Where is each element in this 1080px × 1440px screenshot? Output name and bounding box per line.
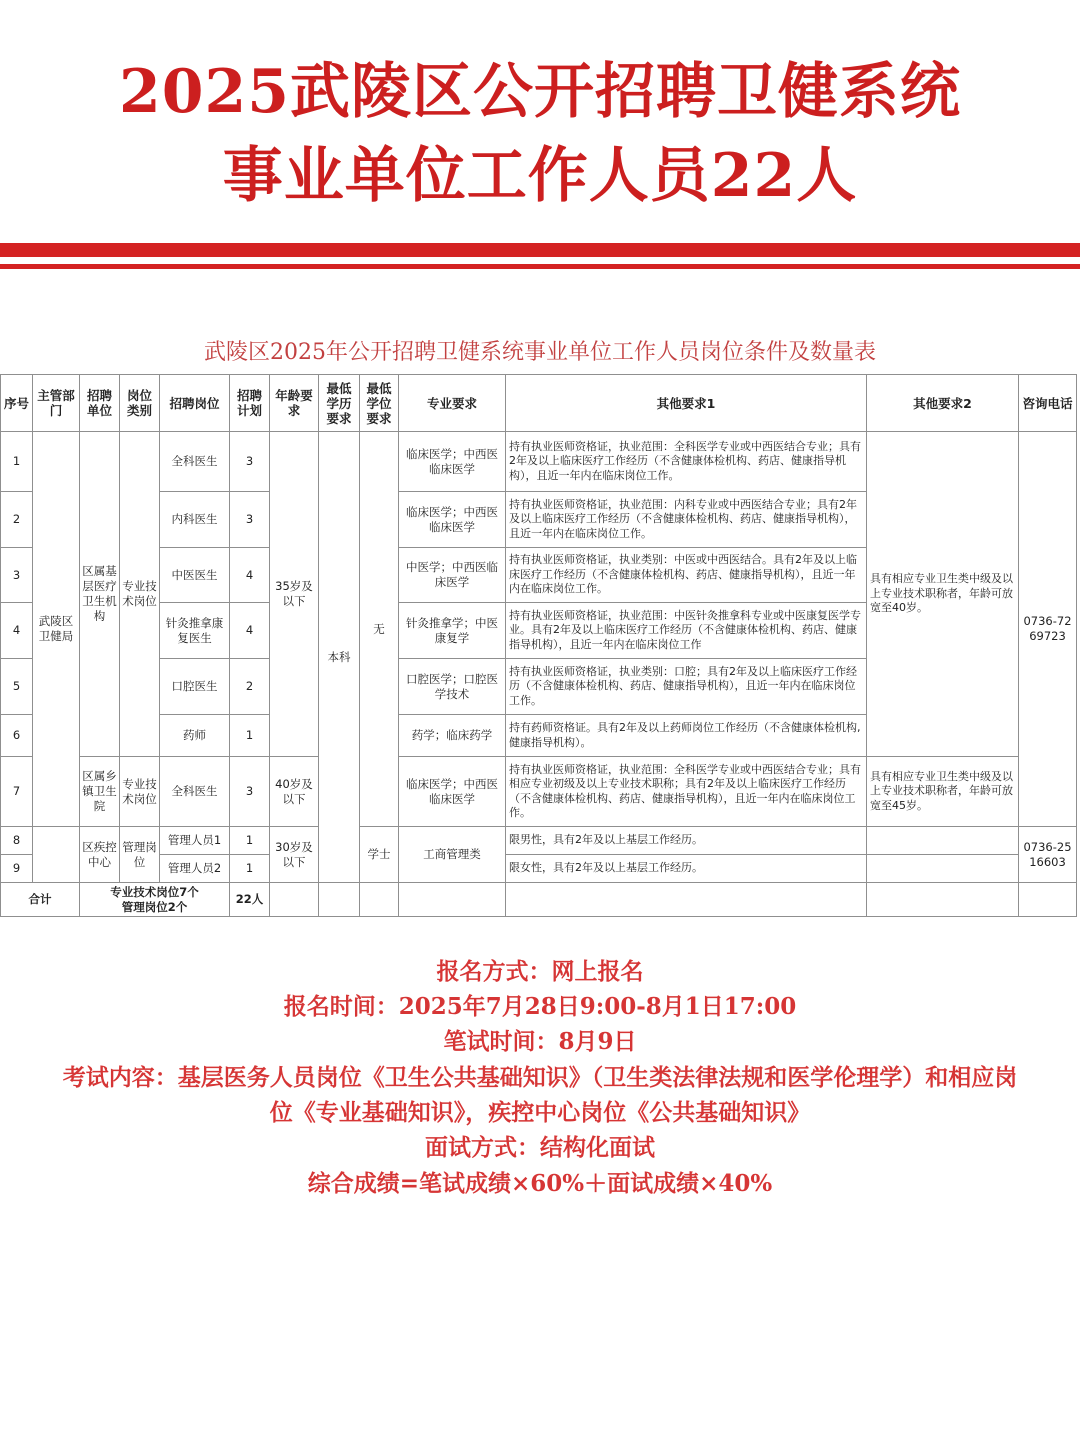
headline-line-2: 事业单位工作人员22人	[222, 141, 858, 211]
cell-phone: 0736-7269723	[1019, 432, 1077, 827]
cell-seq: 2	[1, 492, 33, 548]
cell-seq: 5	[1, 659, 33, 715]
total-empty	[1019, 883, 1077, 917]
exam-time: 笔试时间：8月9日	[443, 1028, 637, 1055]
cell-post: 管理人员2	[160, 855, 230, 883]
cell-major: 药学；临床药学	[399, 715, 506, 757]
cell-post: 管理人员1	[160, 827, 230, 855]
cell-age: 30岁及以下	[270, 827, 319, 883]
registration-time: 报名时间：2025年7月28日9:00-8月1日17:00	[283, 993, 797, 1020]
score-formula: 综合成绩=笔试成绩×60%＋面试成绩×40%	[307, 1170, 773, 1197]
cell-degree: 无	[360, 432, 399, 827]
total-count: 22人	[230, 883, 270, 917]
registration-method: 报名方式：网上报名	[436, 958, 644, 985]
cell-other2	[867, 827, 1019, 855]
cell-major: 口腔医学；口腔医学技术	[399, 659, 506, 715]
cell-dept	[33, 827, 80, 883]
cell-post: 中医医生	[160, 548, 230, 603]
cell-major: 临床医学；中西医临床医学	[399, 757, 506, 827]
cell-dept: 武陵区卫健局	[33, 432, 80, 827]
exam-content-line-1: 考试内容：基层医务人员岗位《卫生公共基础知识》（卫生类法律法规和医学伦理学）和相应岗	[62, 1064, 1018, 1091]
cell-post-type: 专业技术岗位	[120, 757, 160, 827]
cell-plan: 4	[230, 548, 270, 603]
header-phone: 咨询电话	[1019, 375, 1077, 432]
header-age: 年龄要求	[270, 375, 319, 432]
cell-unit: 区属乡镇卫生院	[80, 757, 120, 827]
total-posts-line-2: 管理岗位2个	[121, 899, 188, 914]
header-post: 招聘岗位	[160, 375, 230, 432]
header-other1: 其他要求1	[506, 375, 867, 432]
cell-other2: 具有相应专业卫生类中级及以上专业技术职称者，年龄可放宽至40岁。	[867, 432, 1019, 757]
cell-other1: 持有药师资格证。具有2年及以上药师岗位工作经历（不含健康体检机构,健康指导机构）。	[506, 715, 867, 757]
total-posts	[80, 883, 230, 917]
interview-method: 面试方式：结构化面试	[425, 1134, 655, 1161]
table-row	[1, 432, 1077, 492]
cell-plan: 2	[230, 659, 270, 715]
cell-other1: 限男性，具有2年及以上基层工作经历。	[506, 827, 867, 855]
cell-post-type: 专业技术岗位	[120, 432, 160, 757]
total-empty	[270, 883, 319, 917]
cell-major: 工商管理类	[399, 827, 506, 883]
total-empty	[319, 883, 360, 917]
cell-age: 35岁及以下	[270, 432, 319, 757]
job-conditions-table	[0, 374, 1077, 917]
cell-post: 内科医生	[160, 492, 230, 548]
total-empty	[399, 883, 506, 917]
total-posts-line-1: 专业技术岗位7个	[110, 884, 199, 899]
header-degree: 最低学位要求	[360, 375, 399, 432]
header-post-type: 岗位类别	[120, 375, 160, 432]
cell-plan: 4	[230, 603, 270, 659]
cell-plan: 3	[230, 492, 270, 548]
header-major: 专业要求	[399, 375, 506, 432]
cell-phone: 0736-2516603	[1019, 827, 1077, 883]
headline-line-1: 2025武陵区公开招聘卫健系统	[119, 57, 961, 127]
cell-plan: 3	[230, 432, 270, 492]
cell-post: 药师	[160, 715, 230, 757]
cell-other1: 限女性，具有2年及以上基层工作经历。	[506, 855, 867, 883]
cell-major: 针灸推拿学；中医康复学	[399, 603, 506, 659]
cell-seq: 9	[1, 855, 33, 883]
cell-other1: 持有执业医师资格证，执业范围：中医针灸推拿科专业或中医康复医学专业。具有2年及以上临床医疗工作经历（不含健康体检机构、药店、健康指导机构），且近一年内在临床岗位工作	[506, 603, 867, 659]
cell-plan: 1	[230, 715, 270, 757]
table-row	[1, 757, 1077, 827]
cell-seq: 1	[1, 432, 33, 492]
cell-post: 针灸推拿康复医生	[160, 603, 230, 659]
total-label: 合计	[1, 883, 80, 917]
cell-unit: 区疾控中心	[80, 827, 120, 883]
cell-post: 口腔医生	[160, 659, 230, 715]
total-empty	[360, 883, 399, 917]
cell-plan: 3	[230, 757, 270, 827]
table-row	[1, 855, 1077, 883]
cell-plan: 1	[230, 827, 270, 855]
cell-other1: 持有执业医师资格证，执业类别：口腔；具有2年及以上临床医疗工作经历（不含健康体检机构、药店、健康指导机构），且近一年内在临床岗位工作。	[506, 659, 867, 715]
header-other2: 其他要求2	[867, 375, 1019, 432]
header-plan: 招聘计划	[230, 375, 270, 432]
table-title: 武陵区2025年公开招聘卫健系统事业单位工作人员岗位条件及数量表	[204, 340, 876, 365]
red-divider-thick	[0, 243, 1080, 257]
header-unit: 招聘单位	[80, 375, 120, 432]
header-seq: 序号	[1, 375, 33, 432]
cell-plan: 1	[230, 855, 270, 883]
cell-degree: 学士	[360, 827, 399, 883]
cell-major: 临床医学；中西医临床医学	[399, 492, 506, 548]
cell-post: 全科医生	[160, 757, 230, 827]
cell-other1: 持有执业医师资格证，执业范围：内科专业或中西医结合专业；具有2年及以上临床医疗工作经历（不含健康体检机构、药店、健康指导机构），且近一年内在临床岗位工作。	[506, 492, 867, 548]
table-row	[1, 827, 1077, 855]
cell-age: 40岁及以下	[270, 757, 319, 827]
cell-other1: 持有执业医师资格证，执业类别：中医或中西医结合。具有2年及以上临床医疗工作经历（不含健康体检机构、药店、健康指导机构），且近一年内在临床岗位工作。	[506, 548, 867, 603]
cell-other2	[867, 855, 1019, 883]
cell-seq: 4	[1, 603, 33, 659]
cell-seq: 3	[1, 548, 33, 603]
cell-major: 临床医学；中西医临床医学	[399, 432, 506, 492]
cell-post-type: 管理岗位	[120, 827, 160, 883]
cell-seq: 8	[1, 827, 33, 855]
red-divider-thin	[0, 264, 1080, 269]
header-edu: 最低学历要求	[319, 375, 360, 432]
cell-seq: 7	[1, 757, 33, 827]
total-row	[1, 883, 1077, 917]
cell-other2: 具有相应专业卫生类中级及以上专业技术职称者，年龄可放宽至45岁。	[867, 757, 1019, 827]
total-empty	[867, 883, 1019, 917]
cell-post: 全科医生	[160, 432, 230, 492]
cell-other1: 持有执业医师资格证，执业范围：全科医学专业或中西医结合专业；具有相应专业初级及以上专业技术职称；具有2年及以上临床医疗工作经历（不含健康体检机构、药店、健康指导机构），且近一年内在临床岗位工作。	[506, 757, 867, 827]
cell-other1: 持有执业医师资格证，执业范围：全科医学专业或中西医结合专业；具有2年及以上临床医疗工作经历（不含健康体检机构、药店、健康指导机构），且近一年内在临床岗位工作。	[506, 432, 867, 492]
cell-edu: 本科	[319, 432, 360, 883]
header-dept: 主管部门	[33, 375, 80, 432]
exam-content-line-2: 位《专业基础知识》，疾控中心岗位《公共基础知识》	[269, 1099, 811, 1126]
cell-seq: 6	[1, 715, 33, 757]
cell-unit: 区属基层医疗卫生机构	[80, 432, 120, 757]
table-header-row	[1, 375, 1077, 432]
cell-major: 中医学；中西医临床医学	[399, 548, 506, 603]
total-empty	[506, 883, 867, 917]
